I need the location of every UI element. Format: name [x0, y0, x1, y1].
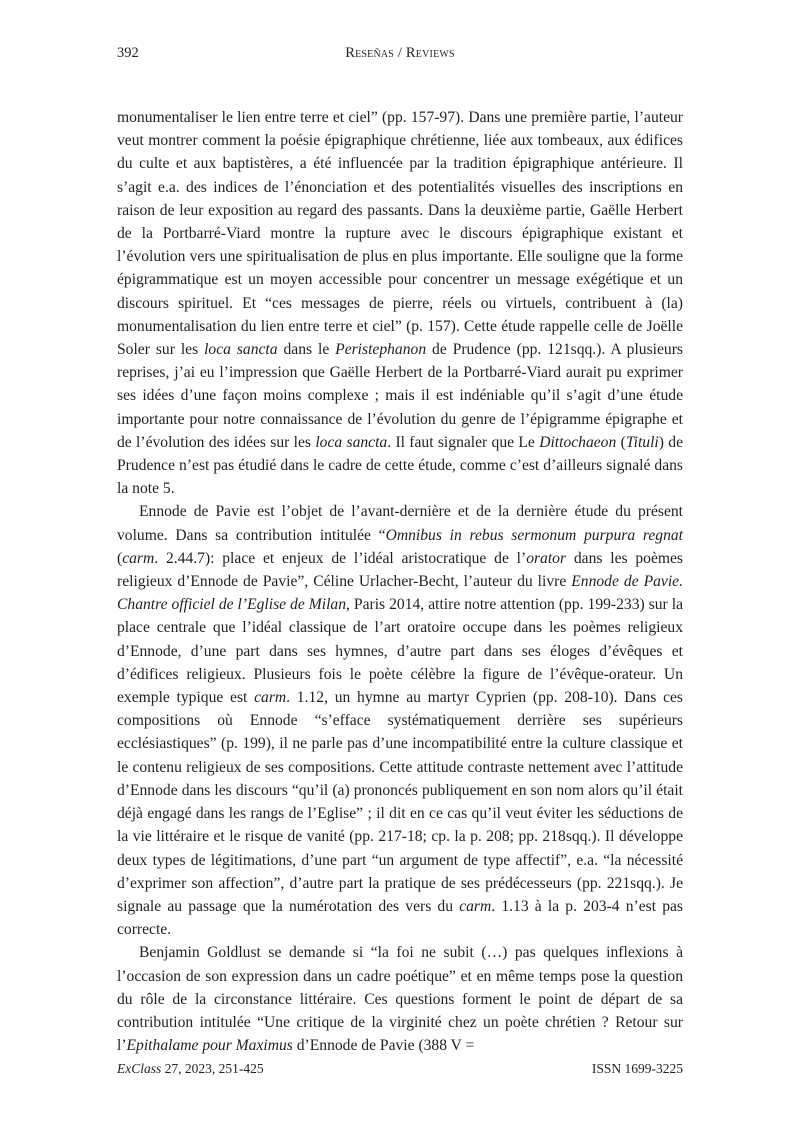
text-run: (: [117, 549, 123, 567]
text-run: . 1.13 à la p. 203-4 n’est pas correcte.: [117, 897, 683, 939]
volume-pages: 27, 2023, 251-425: [161, 1061, 264, 1076]
italic-text: carm: [459, 897, 492, 915]
text-run: d’Ennode de Pavie (388 V =: [292, 1037, 475, 1055]
paragraph: [117, 500, 683, 941]
italic-text: loca sancta: [204, 341, 278, 359]
italic-text: Dittochaeon: [539, 433, 617, 451]
journal-name: ExClass: [117, 1061, 162, 1076]
text-run: ) de Prudence n’est pas étudié dans le cadre de cette étude, comme c’est d’ailleurs signalé dans la note 5.: [117, 433, 684, 498]
italic-text: orator: [526, 549, 567, 567]
italic-text: Tituli: [625, 433, 659, 451]
italic-text: Omnibus in rebus sermonum purpura regnat: [385, 526, 683, 544]
page-footer: [117, 1061, 683, 1081]
page-header: [117, 45, 683, 67]
italic-text: carm: [254, 689, 287, 707]
italic-text: Ennode de Pavie. Chantre officiel de l’Eglise de Milan: [117, 573, 684, 614]
text-run: . 1.12, un hymne au martyr Cyprien (pp. 208-10). Dans ces compositions où Ennode “s’efface systématiquement derrière ses supérieurs ecclésiastiques” (p. 199), il ne parle pas d’une incompatibilité entre la culture classique et le contenu religieux de ses compositions. Cette attitude contraste nettement avec l’attitude d’Ennode dans les discours “qu’il (a) prononcés publiquement en son nom alors qu’il était déjà engagé dans les rangs de l’Eglise” ; il dit en ce cas qu’il veut éviter les séductions de la vie littéraire et le risque de vanité (pp. 217-18; cp. la p. 208; pp. 218sqq.). Il développe deux types de légitimations, d’une part “un argument de type affectif”, e.a. “la nécessité d’exprimer son affection”, d’autre part la pratique de ses prédécesseurs (pp. 221sqq.). Je signale au passage que la numérotation des vers du: [117, 689, 683, 915]
text-run: dans les poèmes religieux d’Ennode de Pavie”, Céline Urlacher-Becht, l’auteur du livre: [117, 549, 683, 591]
body-text: [117, 106, 683, 1057]
italic-text: Epithalame pour Maximus: [126, 1037, 293, 1055]
issn: ISSN 1699-3225: [591, 1061, 683, 1076]
text-run: dans le: [277, 341, 336, 359]
italic-text: Peristephanon: [335, 341, 427, 359]
text-run: . 2.44.7): place et enjeux de l’idéal aristocratique de l’: [154, 549, 527, 567]
paragraph: [117, 106, 683, 500]
text-run: (: [616, 433, 626, 451]
text-run: Benjamin Goldlust se demande si “la foi ne subit (…) pas quelques inflexions à l’occasion de son expression dans un cadre poétique” et en même temps pose la question du rôle de la circonstance littéraire. Ces questions forment le point de départ de sa contribution intitulée “Une critique de la virginité chez un poète chrétien ? Retour sur l’: [117, 944, 683, 1055]
journal-citation: [117, 1061, 264, 1077]
text-run: monumentaliser le lien entre terre et ciel” (pp. 157-97). Dans une première partie, l’auteur veut montrer comment la poésie épigraphique chrétienne, liée aux tombeaux, aux édifices du culte et aux baptistères, a été influencée par la tradition épigraphique antérieure. Il s’agit e.a. des indices de l’énonciation et des potentialités visuelles des inscriptions en raison de leur exposition au regard des passants. Dans la deuxième partie, Gaëlle Herbert de la Portbarré-Viard montre la rupture avec le discours épigraphique existant et l’évolution vers une spiritualisation de plus en plus importante. Elle souligne que la forme épigrammatique est un moyen accessible pour concentrer un message exégétique et un discours spirituel. Et “ces messages de pierre, réels ou virtuels, contribuent à (la) monumentalisation du lien entre terre et ciel” (p. 157). Cette étude rappelle celle de Joëlle Soler sur les: [117, 109, 683, 359]
running-head: Reseñas / Reviews: [345, 45, 455, 61]
text-run: . Il faut signaler que Le: [387, 433, 540, 451]
text-run: de Prudence (pp. 121sqq.). A plusieurs reprises, j’ai eu l’impression que Gaëlle Herbert de la Portbarré-Viard aurait pu exprimer ses idées d’une façon moins complexe ; mais il est indéniable qu’il s’agit d’une étude importante pour notre connaissance de l’évolution du genre de l’épigramme épigraphe et de l’évolution des idées sur les: [117, 341, 683, 451]
italic-text: loca sancta: [315, 433, 388, 451]
text-run: Ennode de Pavie est l’objet de l’avant-dernière et de la dernière étude du présent volume. Dans sa contribution intitulée “: [117, 503, 683, 544]
text-run: , Paris 2014, attire notre attention (pp. 199-233) sur la place centrale que l’idéal classique de l’art oratoire occupe dans les poèmes religieux d’Ennode, d’une part dans ses hymnes, d’autre part dans ses éloges d’évêques et d’édifices religieux. Plusieurs fois le poète célèbre la figure de l’évêque-orateur. Un exemple typique est: [117, 596, 684, 707]
page-number: 392: [117, 45, 139, 61]
paragraph: [117, 941, 683, 1057]
italic-text: carm: [122, 549, 155, 567]
